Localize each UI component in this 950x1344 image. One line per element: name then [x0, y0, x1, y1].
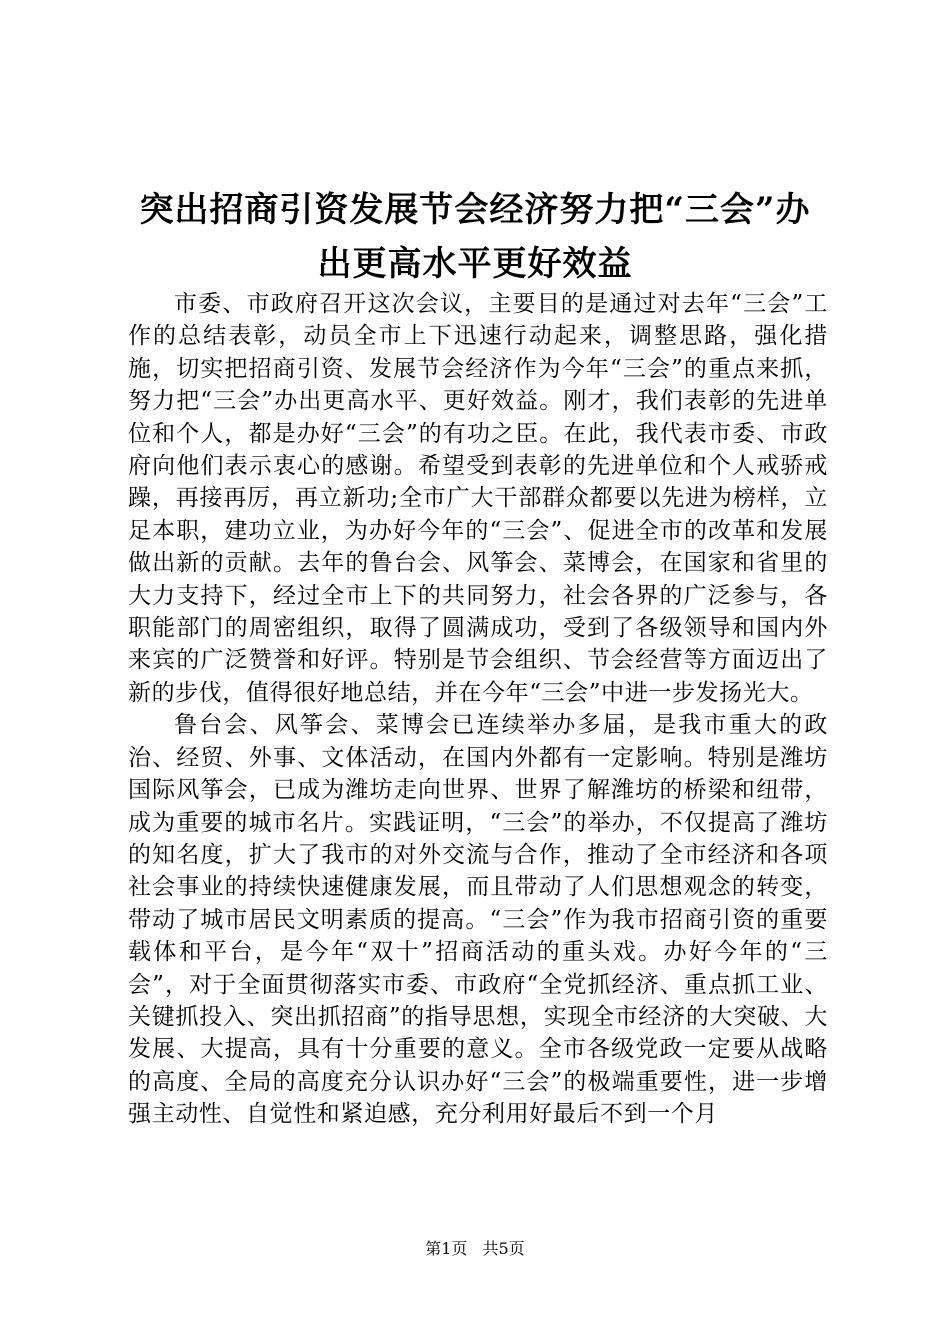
paragraph: 市委、市政府召开这次会议，主要目的是通过对去年“三会”工作的总结表彰，动员全市上下迅速行动起来，调整思路，强化措施，切实把招商引资、发展节会经济作为今年“三会”的重点来抓，努力把“三会”办出更高水平、更好效益。刚才，我们表彰的先进单位和个人，都是办好“三会”的有功之臣。在此，我代表市委、市政府向他们表示衷心的感谢。希望受到表彰的先进单位和个人戒骄戒躁，再接再厉，再立新功;全市广大干部群众都要以先进为榜样，立足本职，建功立业，为办好今年的“三会”、促进全市的改革和发展做出新的贡献。去年的鲁台会、风筝会、菜博会，在国家和省里的大力支持下，经过全市上下的共同努力，社会各界的广泛参与，各职能部门的周密组织，取得了圆满成功，受到了各级领导和国内外来宾的广泛赞誉和好评。特别是节会组织、节会经营等方面迈出了新的步伐，值得很好地总结，并在今年“三会”中进一步发扬光大。 [128, 291, 828, 706]
page-footer [0, 1236, 950, 1259]
page-number: 第1页 [425, 1239, 468, 1258]
document-body [128, 288, 828, 1131]
page-total: 共5页 [482, 1239, 525, 1258]
title-line-1: 突出招商引资发展节会经济努力把“三会”办 [139, 189, 811, 230]
paragraph: 鲁台会、风筝会、菜博会已连续举办多届，是我市重大的政治、经贸、外事、文体活动，在国内外都有一定影响。特别是潍坊国际风筝会，已成为潍坊走向世界、世界了解潍坊的桥梁和纽带，成为重要的城市名片。实践证明，“三会”的举办，不仅提高了潍坊的知名度，扩大了我市的对外交流与合作，推动了全市经济和各项社会事业的持续快速健康发展，而且带动了人们思想观念的转变，带动了城市居民文明素质的提高。“三会”作为我市招商引资的重要载体和平台，是今年“双十”招商活动的重头戏。办好今年的“三会”，对于全面贯彻落实市委、市政府“全党抓经济、重点抓工业、关键抓投入、突出抓招商”的指导思想，实现全市经济的大突破、大发展、大提高，具有十分重要的意义。全市各级党政一定要从战略的高度、全局的高度充分认识办好“三会”的极端重要性，进一步增强主动性、自觉性和紧迫感，充分利用好最后不到一个月 [128, 712, 828, 1128]
document-title [120, 183, 830, 291]
title-line-2: 出更高水平更好效益 [317, 243, 633, 284]
